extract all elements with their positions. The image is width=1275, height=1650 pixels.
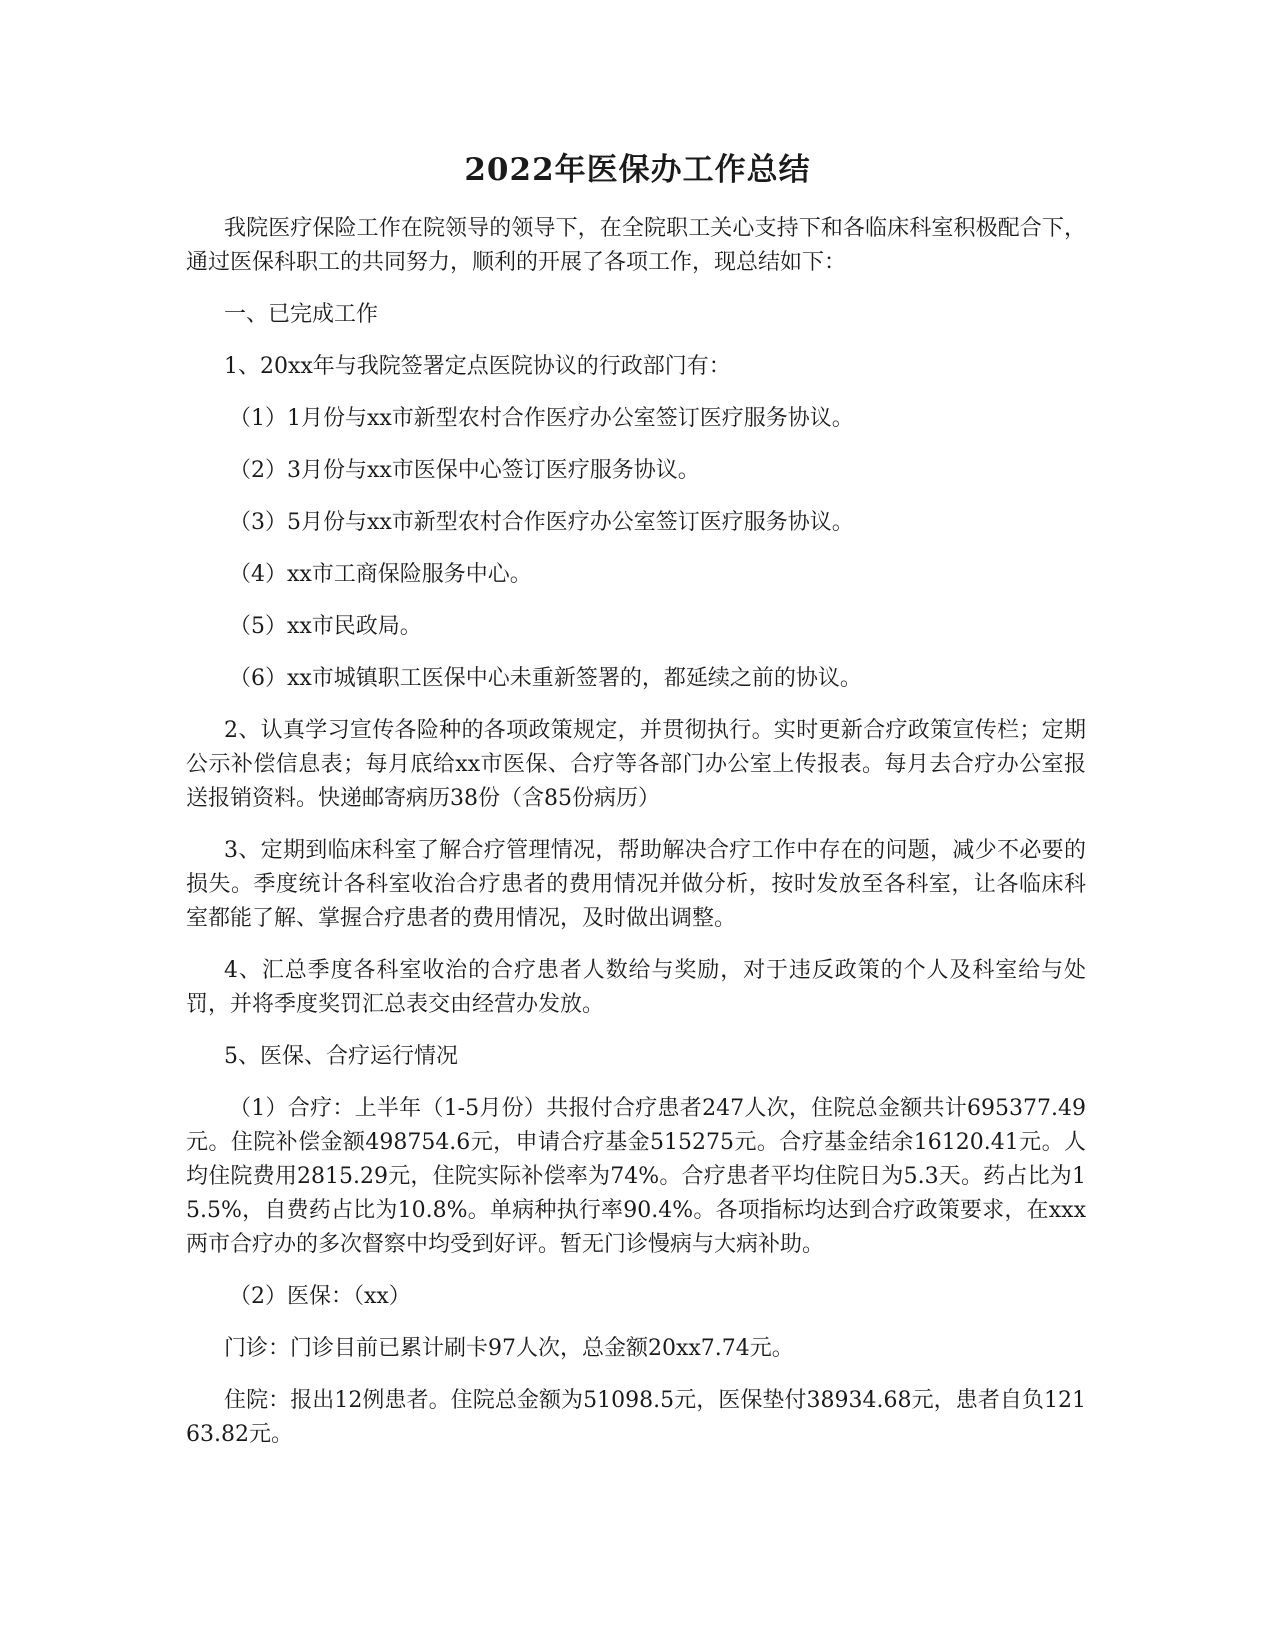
agreement-item: （4）xx市工商保险服务中心。	[229, 562, 532, 587]
item-5-heading: 5、医保、合疗运行情况	[224, 1044, 458, 1069]
inpatient-paragraph: 住院：报出12例患者。住院总金额为51098.5元，医保垫付38934.68元，患者自负12163.82元。	[186, 1388, 1086, 1447]
agreement-item: （1）1月份与xx市新型农村合作医疗办公室签订医疗服务协议。	[229, 406, 854, 431]
item-2-paragraph: 2、认真学习宣传各险种的各项政策规定，并贯彻执行。实时更新合疗政策宣传栏；定期公示补偿信息表；每月底给xx市医保、合疗等各部门办公室上传报表。每月去合疗办公室报送报销资料。快递邮寄病历38份（含85份病历）	[186, 718, 1086, 811]
agreement-item: （5）xx市民政局。	[229, 614, 422, 639]
agreement-item: （3）5月份与xx市新型农村合作医疗办公室签订医疗服务协议。	[229, 510, 854, 535]
section-heading-completed-work: 一、已完成工作	[224, 302, 379, 327]
medical-insurance-heading: （2）医保：（xx）	[229, 1284, 411, 1309]
item-3-paragraph: 3、定期到临床科室了解合疗管理情况，帮助解决合疗工作中存在的问题，减少不必要的损失。季度统计各科室收治合疗患者的费用情况并做分析，按时发放至各科室，让各临床科室都能了解、掌握合疗患者的费用情况，及时做出调整。	[186, 838, 1086, 931]
agreement-item: （6）xx市城镇职工医保中心未重新签署的，都延续之前的协议。	[229, 666, 862, 691]
item-1-heading: 1、20xx年与我院签署定点医院协议的行政部门有：	[224, 354, 731, 379]
document-body	[186, 212, 1086, 1470]
cooperative-medical-paragraph: （1）合疗：上半年（1-5月份）共报付合疗患者247人次，住院总金额共计695377.49元。住院补偿金额498754.6元，申请合疗基金515275元。合疗基金结余16120.41元。人均住院费用2815.29元，住院实际补偿率为74%。合疗患者平均住院日为5.3天。药占比为15.5%，自费药占比为10.8%。单病种执行率90.4%。各项指标均达到合疗政策要求，在xxx两市合疗办的多次督察中均受到好评。暂无门诊慢病与大病补助。	[186, 1096, 1086, 1257]
intro-paragraph: 我院医疗保险工作在院领导的领导下，在全院职工关心支持下和各临床科室积极配合下，通过医保科职工的共同努力，顺利的开展了各项工作，现总结如下：	[186, 216, 1086, 275]
item-4-paragraph: 4、汇总季度各科室收治的合疗患者人数给与奖励，对于违反政策的个人及科室给与处罚，并将季度奖罚汇总表交由经营办发放。	[186, 958, 1086, 1017]
outpatient-paragraph: 门诊：门诊目前已累计刷卡97人次，总金额20xx7.74元。	[224, 1336, 794, 1361]
document-title: 2022年医保办工作总结	[464, 152, 811, 188]
agreement-item: （2）3月份与xx市医保中心签订医疗服务协议。	[229, 458, 700, 483]
